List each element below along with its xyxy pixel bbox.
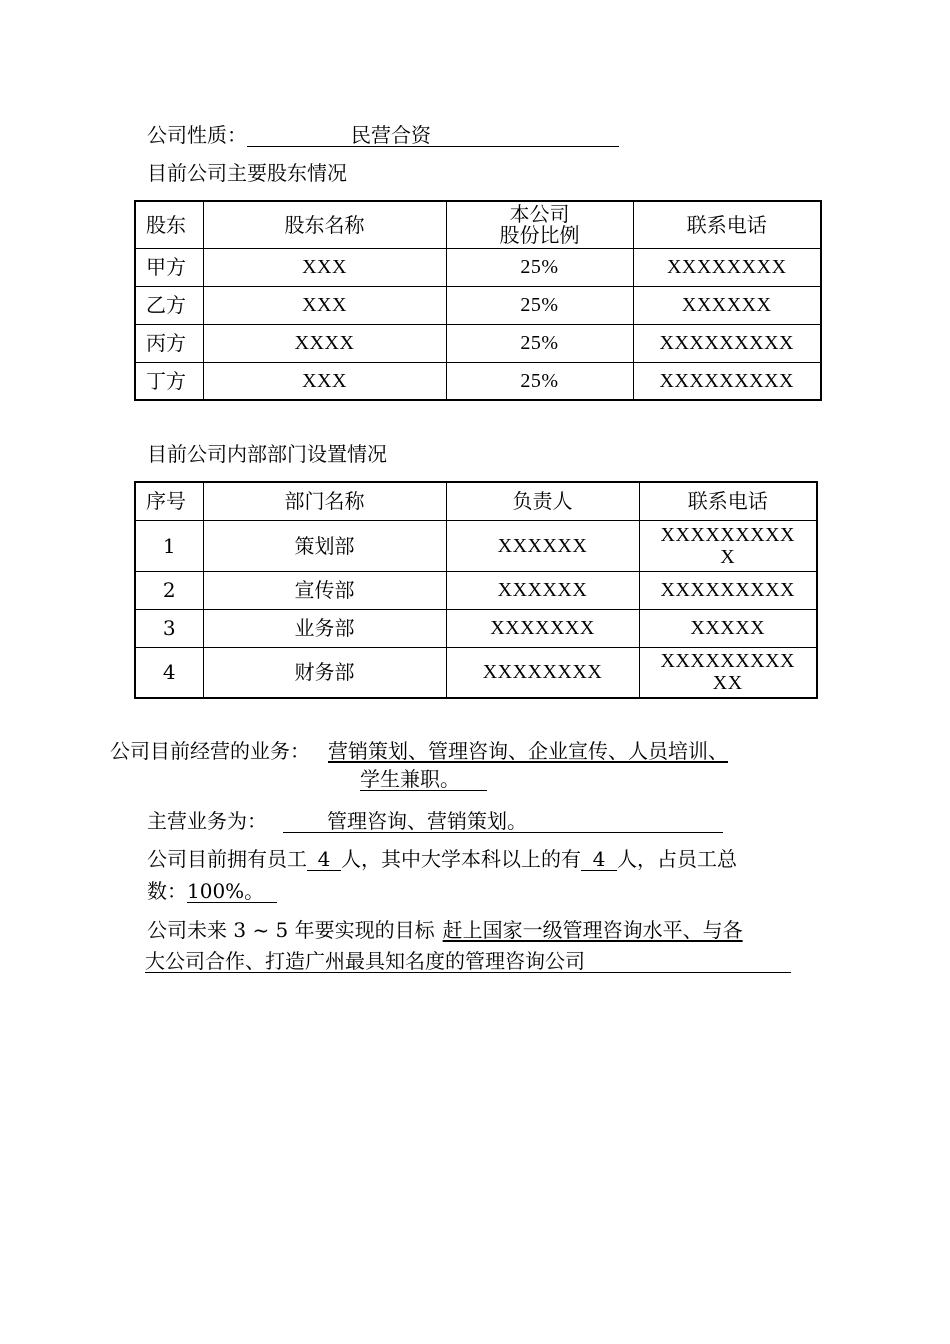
dept-phone-line1: XXXXXXXXX — [660, 523, 795, 546]
staff-text-1: 公司目前拥有员工 — [147, 847, 307, 871]
company-nature-label: 公司性质： — [147, 123, 247, 147]
header-ratio — [446, 201, 633, 248]
business-value-line2: 学生兼职。 — [360, 768, 487, 791]
table-row — [135, 647, 817, 698]
dept-no: 3 — [135, 609, 203, 647]
dept-phone-line2: XX — [712, 672, 743, 695]
shareholder-name: XXX — [203, 248, 446, 286]
dept-no: 2 — [135, 571, 203, 609]
staff-graduates: 4 — [581, 848, 617, 871]
header-phone: 联系电话 — [633, 201, 821, 248]
shareholder-party: 丁方 — [135, 362, 203, 400]
dept-name: 宣传部 — [203, 571, 446, 609]
table-row — [135, 324, 821, 362]
shareholders-heading: 目前公司主要股东情况 — [147, 161, 347, 185]
table-row — [135, 520, 817, 571]
table-row — [135, 286, 821, 324]
header-party: 股东 — [135, 201, 203, 248]
table-header-row — [135, 482, 817, 520]
staff-percent: 100%。 — [187, 880, 277, 903]
table-row — [135, 248, 821, 286]
dept-name: 财务部 — [203, 647, 446, 698]
company-nature-value-field — [247, 124, 619, 147]
main-business-row — [147, 808, 723, 834]
business-row — [110, 738, 728, 764]
staff-row — [147, 846, 737, 872]
shareholder-party: 甲方 — [135, 248, 203, 286]
departments-table — [134, 481, 818, 699]
goal-row-2 — [145, 948, 791, 974]
shareholder-name: XXX — [203, 286, 446, 324]
header-ratio-line1: 本公司 — [509, 201, 570, 226]
table-row — [135, 609, 817, 647]
table-header-row — [135, 201, 821, 248]
shareholder-phone: XXXXXXXX — [633, 248, 821, 286]
shareholder-ratio: 25% — [446, 286, 633, 324]
goal-row — [147, 917, 743, 943]
header-no: 序号 — [135, 482, 203, 520]
header-name: 股东名称 — [203, 201, 446, 248]
dept-phone-line1: XXXXXXXXX — [660, 650, 795, 673]
dept-head: XXXXXXX — [446, 609, 639, 647]
business-value-line1: 营销策划、管理咨询、企业宣传、人员培训、 — [328, 739, 728, 763]
main-business-value: 管理咨询、营销策划。 — [327, 809, 527, 833]
header-ratio-line2: 股份比例 — [499, 222, 580, 247]
shareholder-ratio: 25% — [446, 248, 633, 286]
dept-phone-line2: X — [720, 545, 736, 568]
shareholder-party: 乙方 — [135, 286, 203, 324]
table-row — [135, 362, 821, 400]
header-dept-name: 部门名称 — [203, 482, 446, 520]
shareholder-phone: XXXXXXXXX — [633, 362, 821, 400]
shareholder-phone: XXXXXXXXX — [633, 324, 821, 362]
staff-text-4: 数： — [147, 879, 187, 903]
dept-name: 业务部 — [203, 609, 446, 647]
departments-heading: 目前公司内部部门设置情况 — [147, 442, 387, 466]
shareholder-party: 丙方 — [135, 324, 203, 362]
staff-employees: 4 — [307, 848, 341, 871]
dept-no: 4 — [135, 647, 203, 698]
header-head: 负责人 — [446, 482, 639, 520]
dept-phone — [639, 647, 817, 698]
staff-row-2 — [147, 878, 277, 904]
dept-name: 策划部 — [203, 520, 446, 571]
shareholder-name: XXX — [203, 362, 446, 400]
shareholders-table — [134, 200, 822, 401]
dept-phone — [639, 520, 817, 571]
dept-head: XXXXXX — [446, 520, 639, 571]
dept-phone: XXXXXXXXX — [639, 571, 817, 609]
business-row-2 — [360, 766, 487, 792]
staff-text-3: 人，占员工总 — [617, 847, 737, 871]
goal-label: 公司未来 3 ~ 5 年要实现的目标 — [147, 918, 435, 942]
header-phone: 联系电话 — [639, 482, 817, 520]
dept-phone: XXXXX — [639, 609, 817, 647]
shareholder-ratio: 25% — [446, 362, 633, 400]
main-business-label: 主营业务为： — [147, 809, 267, 833]
company-nature-value: 民营合资 — [351, 123, 431, 147]
dept-head: XXXXXXXX — [446, 647, 639, 698]
staff-text-2: 人，其中大学本科以上的有 — [341, 847, 581, 871]
goal-line2: 大公司合作、打造广州最具知名度的管理咨询公司 — [145, 950, 791, 973]
main-business-value-field — [283, 810, 723, 833]
shareholder-name: XXXX — [203, 324, 446, 362]
company-nature-row — [147, 122, 619, 148]
table-row — [135, 571, 817, 609]
business-label: 公司目前经营的业务： — [110, 739, 310, 763]
dept-head: XXXXXX — [446, 571, 639, 609]
dept-no: 1 — [135, 520, 203, 571]
shareholder-ratio: 25% — [446, 324, 633, 362]
goal-line1: 赶上国家一级管理咨询水平、与各 — [442, 918, 743, 942]
shareholder-phone: XXXXXX — [633, 286, 821, 324]
